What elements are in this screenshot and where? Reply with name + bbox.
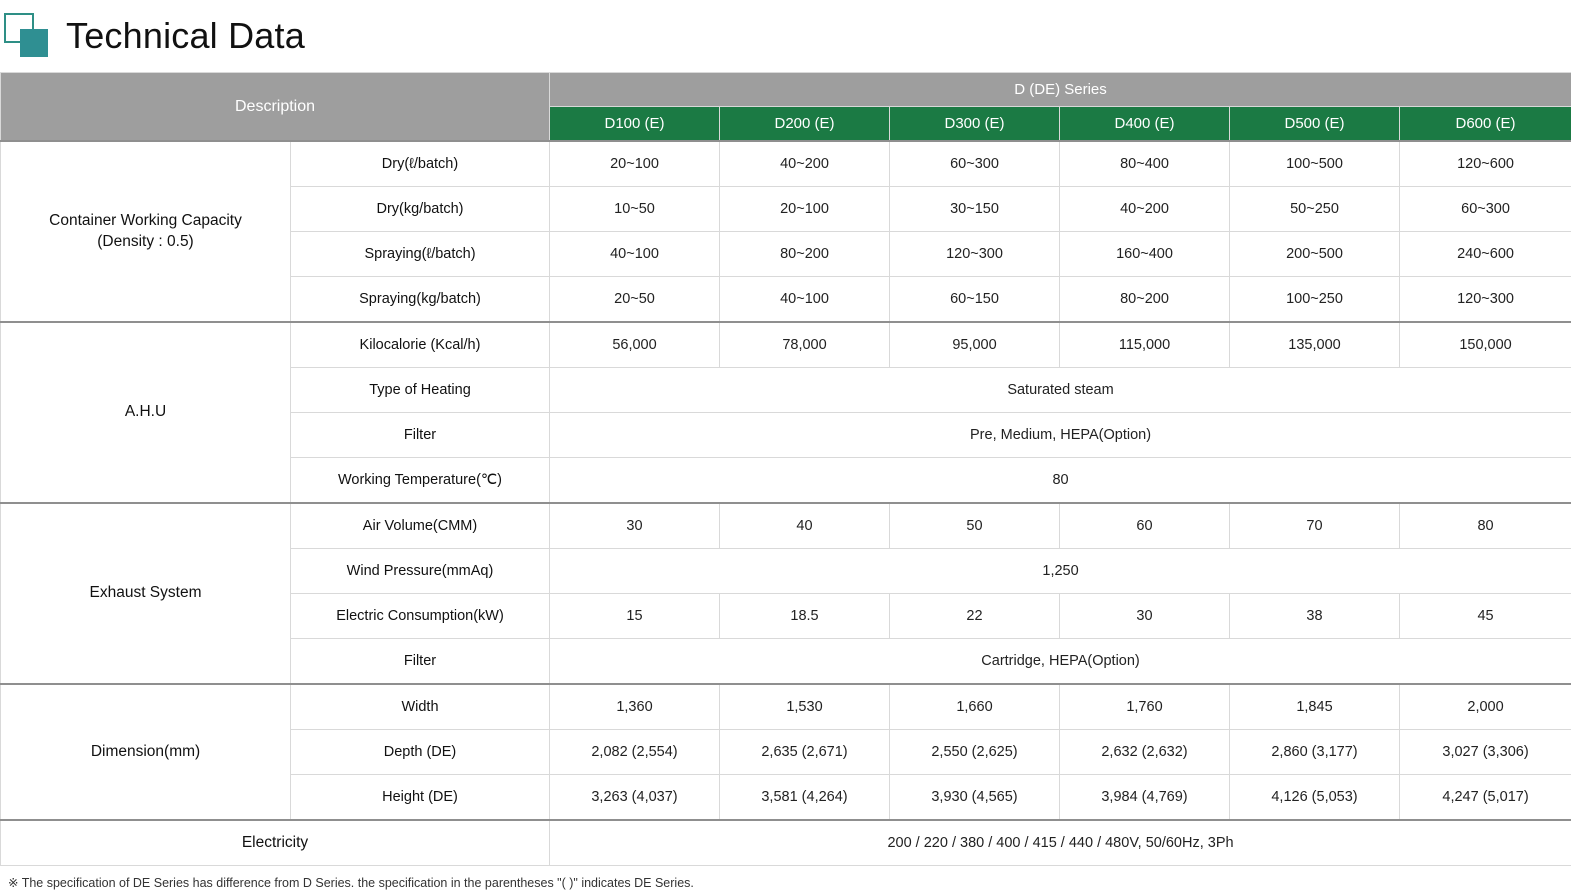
cell-value: 40~200 [720,141,890,187]
cell-value: 80~200 [720,232,890,277]
cell-value: 78,000 [720,322,890,368]
row-label-electricity: Electricity [1,820,550,866]
cell-value: 60~300 [1400,187,1571,232]
cell-value-merged: Saturated steam [550,368,1571,413]
row-label-spraying-l-batch: Spraying(ℓ/batch) [291,232,550,277]
cell-value: 30 [550,503,720,549]
group-label-line2: (Density : 0.5) [97,233,193,250]
cell-value: 1,360 [550,684,720,730]
cell-value: 100~250 [1230,277,1400,323]
cell-value: 3,263 (4,037) [550,775,720,821]
cell-value: 135,000 [1230,322,1400,368]
cell-value: 1,845 [1230,684,1400,730]
footnote: ※ The specification of DE Series has difference from D Series. the specification in the parentheses "( )" indicates DE Series. [0,866,1571,890]
table-row-electricity [1,820,1571,866]
cell-value: 70 [1230,503,1400,549]
cell-value: 4,126 (5,053) [1230,775,1400,821]
page-title-bar [0,0,1571,72]
table-header-row-1 [1,73,1571,107]
row-label-height-de: Height (DE) [291,775,550,821]
cell-value: 3,581 (4,264) [720,775,890,821]
row-label-working-temperature: Working Temperature(℃) [291,458,550,504]
cell-value: 100~500 [1230,141,1400,187]
header-model-d500: D500 (E) [1230,107,1400,142]
page-title: Technical Data [66,15,305,57]
group-label-line1: Container Working Capacity [49,212,242,229]
row-label-exhaust-filter: Filter [291,639,550,685]
table-row [1,141,1571,187]
cell-value: 80 [1400,503,1571,549]
cell-value: 30~150 [890,187,1060,232]
cell-value: 22 [890,594,1060,639]
cell-value: 80~200 [1060,277,1230,323]
group-label-dimension: Dimension(mm) [1,684,291,820]
header-model-d200: D200 (E) [720,107,890,142]
cell-value: 38 [1230,594,1400,639]
cell-value: 20~50 [550,277,720,323]
cell-value: 60 [1060,503,1230,549]
cell-value: 56,000 [550,322,720,368]
cell-value: 3,930 (4,565) [890,775,1060,821]
cell-value: 20~100 [720,187,890,232]
group-label-exhaust-system: Exhaust System [1,503,291,684]
cell-value: 240~600 [1400,232,1571,277]
cell-value: 1,530 [720,684,890,730]
header-model-d300: D300 (E) [890,107,1060,142]
cell-value: 160~400 [1060,232,1230,277]
cell-value: 2,860 (3,177) [1230,730,1400,775]
cell-value: 2,550 (2,625) [890,730,1060,775]
cell-value-electricity: 200 / 220 / 380 / 400 / 415 / 440 / 480V, 50/60Hz, 3Ph [550,820,1571,866]
cell-value: 2,082 (2,554) [550,730,720,775]
cell-value: 120~300 [1400,277,1571,323]
group-label-container-working-capacity [1,141,291,322]
cell-value: 10~50 [550,187,720,232]
cell-value: 115,000 [1060,322,1230,368]
cell-value: 18.5 [720,594,890,639]
header-series: D (DE) Series [550,73,1571,107]
logo-icon [4,13,50,59]
row-label-type-of-heating: Type of Heating [291,368,550,413]
header-model-d400: D400 (E) [1060,107,1230,142]
cell-value-merged: 1,250 [550,549,1571,594]
row-label-width: Width [291,684,550,730]
row-label-ahu-filter: Filter [291,413,550,458]
cell-value: 95,000 [890,322,1060,368]
cell-value: 15 [550,594,720,639]
cell-value: 50 [890,503,1060,549]
row-label-depth-de: Depth (DE) [291,730,550,775]
cell-value: 4,247 (5,017) [1400,775,1571,821]
cell-value: 2,635 (2,671) [720,730,890,775]
cell-value: 50~250 [1230,187,1400,232]
cell-value: 1,660 [890,684,1060,730]
cell-value: 150,000 [1400,322,1571,368]
technical-data-table [0,72,1571,866]
row-label-spraying-kg-batch: Spraying(kg/batch) [291,277,550,323]
cell-value: 60~150 [890,277,1060,323]
header-model-d100: D100 (E) [550,107,720,142]
cell-value: 45 [1400,594,1571,639]
cell-value: 3,027 (3,306) [1400,730,1571,775]
cell-value: 200~500 [1230,232,1400,277]
row-label-dry-kg-batch: Dry(kg/batch) [291,187,550,232]
cell-value-merged: 80 [550,458,1571,504]
cell-value: 2,632 (2,632) [1060,730,1230,775]
row-label-electric-consumption: Electric Consumption(kW) [291,594,550,639]
table-row [1,322,1571,368]
header-model-d600: D600 (E) [1400,107,1571,142]
row-label-kilocalorie: Kilocalorie (Kcal/h) [291,322,550,368]
row-label-air-volume: Air Volume(CMM) [291,503,550,549]
group-label-ahu: A.H.U [1,322,291,503]
cell-value: 1,760 [1060,684,1230,730]
table-row [1,503,1571,549]
header-description: Description [1,73,550,142]
cell-value: 2,000 [1400,684,1571,730]
row-label-dry-l-batch: Dry(ℓ/batch) [291,141,550,187]
cell-value-merged: Cartridge, HEPA(Option) [550,639,1571,685]
cell-value: 80~400 [1060,141,1230,187]
cell-value: 60~300 [890,141,1060,187]
cell-value-merged: Pre, Medium, HEPA(Option) [550,413,1571,458]
cell-value: 30 [1060,594,1230,639]
cell-value: 40 [720,503,890,549]
cell-value: 40~100 [550,232,720,277]
cell-value: 40~200 [1060,187,1230,232]
cell-value: 20~100 [550,141,720,187]
table-row [1,684,1571,730]
row-label-wind-pressure: Wind Pressure(mmAq) [291,549,550,594]
cell-value: 3,984 (4,769) [1060,775,1230,821]
cell-value: 40~100 [720,277,890,323]
cell-value: 120~600 [1400,141,1571,187]
cell-value: 120~300 [890,232,1060,277]
